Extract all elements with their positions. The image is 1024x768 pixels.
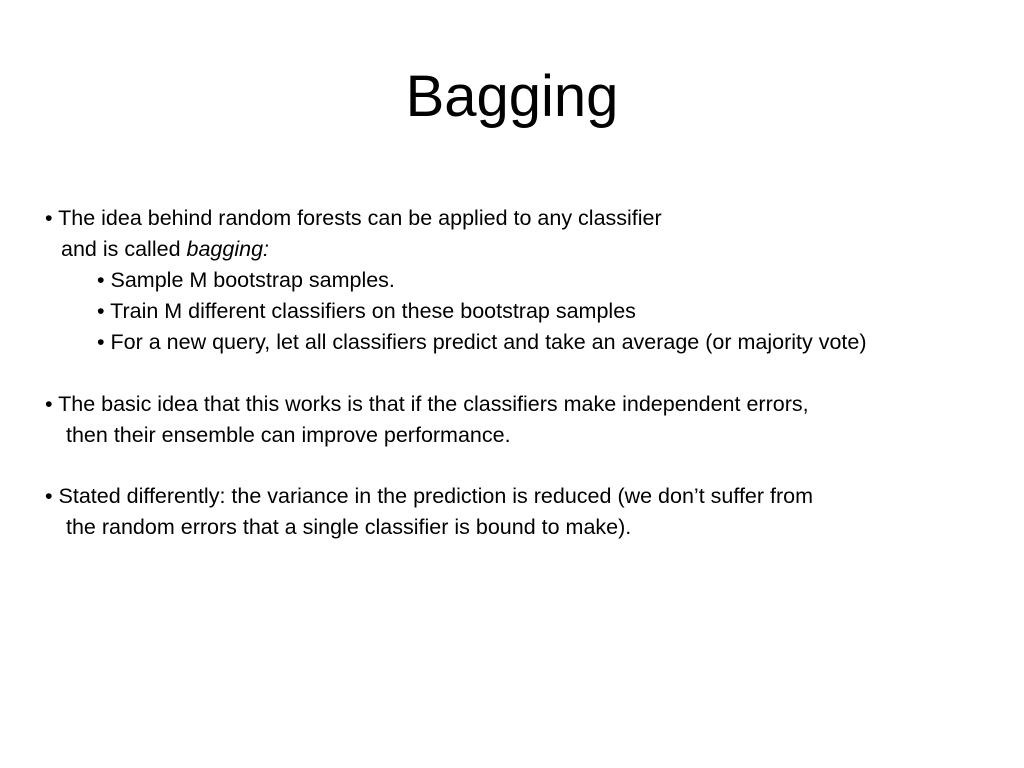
sub-bullet-predict: • For a new query, let all classifiers predict and take an average (or majority vote) — [97, 330, 867, 354]
slide-title: Bagging — [405, 64, 619, 129]
sub-bullet-train: • Train M different classifiers on these bootstrap samples — [97, 299, 636, 323]
bullet-basic-idea-continuation: then their ensemble can improve performance. — [66, 423, 511, 447]
bullet-basic-idea: • The basic idea that this works is that if the classifiers make independent errors, — [45, 392, 809, 416]
bullet-idea-random-forests: • The idea behind random forests can be applied to any classifier — [45, 206, 662, 230]
bagging-lead-text: and is called — [61, 237, 187, 261]
bullet-variance: • Stated differently: the variance in the prediction is reduced (we don’t suffer from — [45, 484, 814, 508]
bullet-variance-continuation: the random errors that a single classifier is bound to make). — [66, 515, 632, 539]
bagging-term: bagging: — [186, 237, 269, 261]
sub-bullet-sample: • Sample M bootstrap samples. — [97, 268, 395, 292]
bullet-continuation-bagging — [61, 236, 269, 262]
